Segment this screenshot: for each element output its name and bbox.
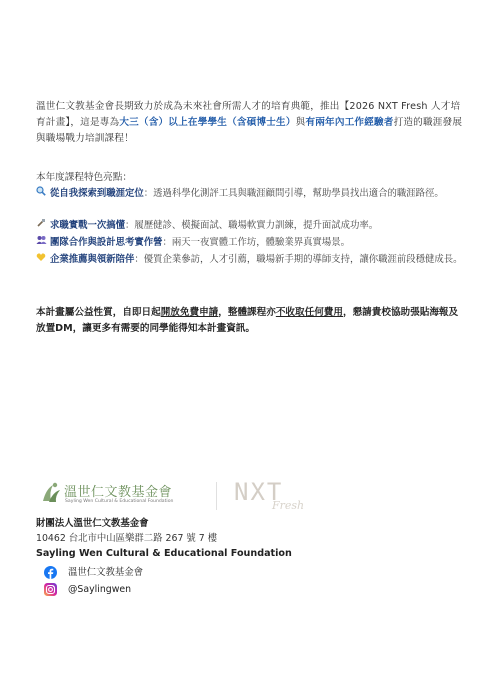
facebook-label: 溫世仁文教基金會 [68, 567, 144, 578]
feature-desc: ：優質企業參訪，人才引薦，職場新手期的導師支持，讓你職涯前段穩健成長。 [134, 254, 463, 265]
nxt-logo-text: NXT [234, 478, 284, 506]
feature-desc: ：履歷健診、模擬面試、職場軟實力訓練，提升面試成功率。 [125, 220, 379, 231]
notice-no-fee: 不收取任何費用 [275, 307, 343, 318]
instagram-icon [44, 583, 57, 596]
magnifier-icon [36, 186, 50, 202]
logo-name-en: Sayling Wen Cultural & Educational Foundation [65, 499, 174, 504]
intro-highlight-students: 大三（含）以上在學學生（含碩博士生） [119, 117, 296, 128]
foundation-address: 10462 台北市中山區樂群二路 267 號 7 樓 [36, 533, 218, 544]
intro-highlight-workers: 有兩年內工作經驗者 [305, 117, 394, 128]
feature-title: 企業推薦與領新陪伴 [50, 254, 135, 265]
instagram-label: @Saylingwen [68, 584, 132, 595]
feature-item [36, 186, 464, 202]
sayling-wen-logo [36, 478, 186, 514]
notice-paragraph [36, 305, 464, 337]
features-heading: 本年度課程特色亮點： [36, 172, 132, 183]
foundation-emblem-icon [40, 481, 62, 505]
logo-name-zh: 溫世仁文教基金會 [64, 485, 173, 500]
tool-icon [36, 218, 50, 234]
heart-icon [36, 252, 50, 268]
foundation-name-en: Sayling Wen Cultural & Educational Foundation [36, 548, 292, 559]
notice-text-1: 本計畫屬公益性質，自即日起 [36, 307, 161, 318]
foundation-info [36, 516, 292, 561]
feature-title: 從自我探索到職涯定位 [50, 188, 144, 199]
logo-divider [216, 482, 217, 510]
notice-free-apply: 開放免費申請 [160, 307, 219, 318]
intro-paragraph [36, 99, 464, 147]
people-icon [36, 235, 50, 251]
feature-item [36, 218, 464, 234]
feature-item [36, 252, 464, 268]
feature-title: 求職實戰一次搞懂 [50, 220, 126, 231]
feature-title: 團隊合作與設計思考實作營 [50, 237, 163, 248]
intro-text-2: 與 [295, 117, 306, 128]
intro-text-3: 打造的職涯發展與職場戰力培訓課程！ [36, 117, 463, 144]
intro-text-1: 溫世仁文教基金會長期致力於成為未來社會所需人才的培育典範，推出【2026 NXT Fresh 人才培育計畫】，這是專為 [36, 101, 461, 128]
logo-row [36, 478, 336, 514]
notice-text-3: ，懇請貴校協助張貼海報及放置DM，讓更多有需要的同學能得知本計畫資訊。 [36, 307, 459, 334]
nxt-fresh-logo [234, 478, 324, 514]
facebook-icon [44, 566, 57, 579]
feature-item [36, 235, 464, 251]
nxt-logo-fresh: Fresh [272, 499, 305, 512]
feature-desc: ：透過科學化測評工具與職涯顧問引導，幫助學員找出適合的職涯路徑。 [143, 188, 444, 199]
feature-desc: ：兩天一夜實體工作坊，體驗業界真實場景。 [162, 237, 351, 248]
notice-text-2: ，整體課程亦 [218, 307, 276, 318]
foundation-name-zh: 財團法人溫世仁文教基金會 [36, 518, 149, 529]
